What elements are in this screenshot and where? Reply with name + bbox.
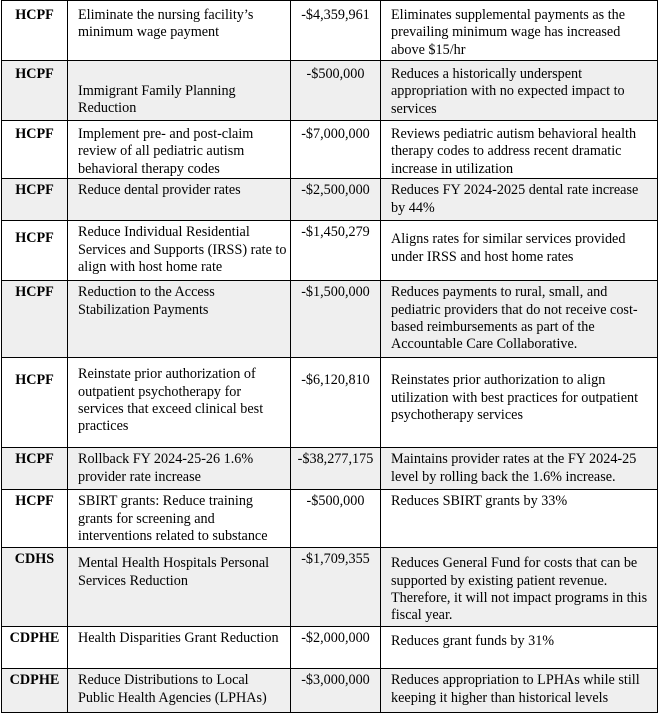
description-cell: Reinstates prior authorization to align utilization with best practices for outpatient psychotherapy services [381,358,658,448]
item-cell: Reduce Individual Residential Services and Supports (IRSS) rate to align with host home rate [68,221,291,281]
item-cell: Reduce Distributions to Local Public Health Agencies (LPHAs) [68,669,291,713]
item-cell: SBIRT grants: Reduce training grants for screening and interventions related to substance [68,490,291,548]
item-cell: Eliminate the nursing facility’s minimum wage payment [68,1,291,61]
item-cell: Reduce dental provider rates [68,179,291,221]
description-cell: Maintains provider rates at the FY 2024-25 level by rolling back the 1.6% increase. [381,448,658,490]
table-row [2,1,658,61]
amount-cell: -$1,500,000 [291,281,381,358]
description-cell: Reduces FY 2024-2025 dental rate increase by 44% [381,179,658,221]
item-cell: Reduction to the Access Stabilization Payments [68,281,291,358]
item-cell: Reinstate prior authorization of outpatient psychotherapy for services that exceed clinical best practices [68,358,291,448]
table-row [2,358,658,448]
description-cell: Reduces payments to rural, small, and pediatric providers that do not receive cost-based reimbursements as part of the Accountable Care Collaborative. [381,281,658,358]
agency-cell: HCPF [2,448,68,490]
table-row [2,61,658,121]
budget-reductions-table [1,0,658,713]
amount-cell: -$38,277,175 [291,448,381,490]
amount-cell: -$3,000,000 [291,669,381,713]
amount-cell: -$7,000,000 [291,121,381,179]
amount-cell: -$1,709,355 [291,548,381,627]
description-cell: Reduces SBIRT grants by 33% [381,490,658,548]
description-cell: Reduces grant funds by 31% [381,627,658,669]
agency-cell: HCPF [2,221,68,281]
agency-cell: HCPF [2,1,68,61]
agency-cell: HCPF [2,179,68,221]
amount-cell: -$2,000,000 [291,627,381,669]
description-cell: Reduces General Fund for costs that can be supported by existing patient revenue. Therefore, it will not impact programs in this fiscal year. [381,548,658,627]
table-row [2,221,658,281]
table-row [2,448,658,490]
agency-cell: HCPF [2,490,68,548]
item-cell: Rollback FY 2024-25-26 1.6% provider rate increase [68,448,291,490]
table-row [2,627,658,669]
amount-cell: -$500,000 [291,490,381,548]
amount-cell: -$500,000 [291,61,381,121]
agency-cell: HCPF [2,358,68,448]
amount-cell: -$1,450,279 [291,221,381,281]
amount-cell: -$4,359,961 [291,1,381,61]
agency-cell: CDHS [2,548,68,627]
table-row [2,179,658,221]
agency-cell: HCPF [2,121,68,179]
table-row [2,121,658,179]
item-cell: Immigrant Family Planning Reduction [68,61,291,121]
item-cell: Implement pre- and post-claim review of all pediatric autism behavioral therapy codes [68,121,291,179]
amount-cell: -$2,500,000 [291,179,381,221]
agency-cell: CDPHE [2,669,68,713]
description-cell: Reviews pediatric autism behavioral health therapy codes to address recent dramatic increase in utilization [381,121,658,179]
agency-cell: HCPF [2,281,68,358]
table-row [2,669,658,713]
table-row [2,281,658,358]
amount-cell: -$6,120,810 [291,358,381,448]
agency-cell: CDPHE [2,627,68,669]
description-cell: Reduces a historically underspent appropriation with no expected impact to services [381,61,658,121]
table-row [2,548,658,627]
agency-cell: HCPF [2,61,68,121]
description-cell: Aligns rates for similar services provided under IRSS and host home rates [381,221,658,281]
item-cell: Mental Health Hospitals Personal Services Reduction [68,548,291,627]
description-cell: Reduces appropriation to LPHAs while still keeping it higher than historical levels [381,669,658,713]
description-cell: Eliminates supplemental payments as the prevailing minimum wage has increased above $15/hr [381,1,658,61]
table-row [2,490,658,548]
item-cell: Health Disparities Grant Reduction [68,627,291,669]
